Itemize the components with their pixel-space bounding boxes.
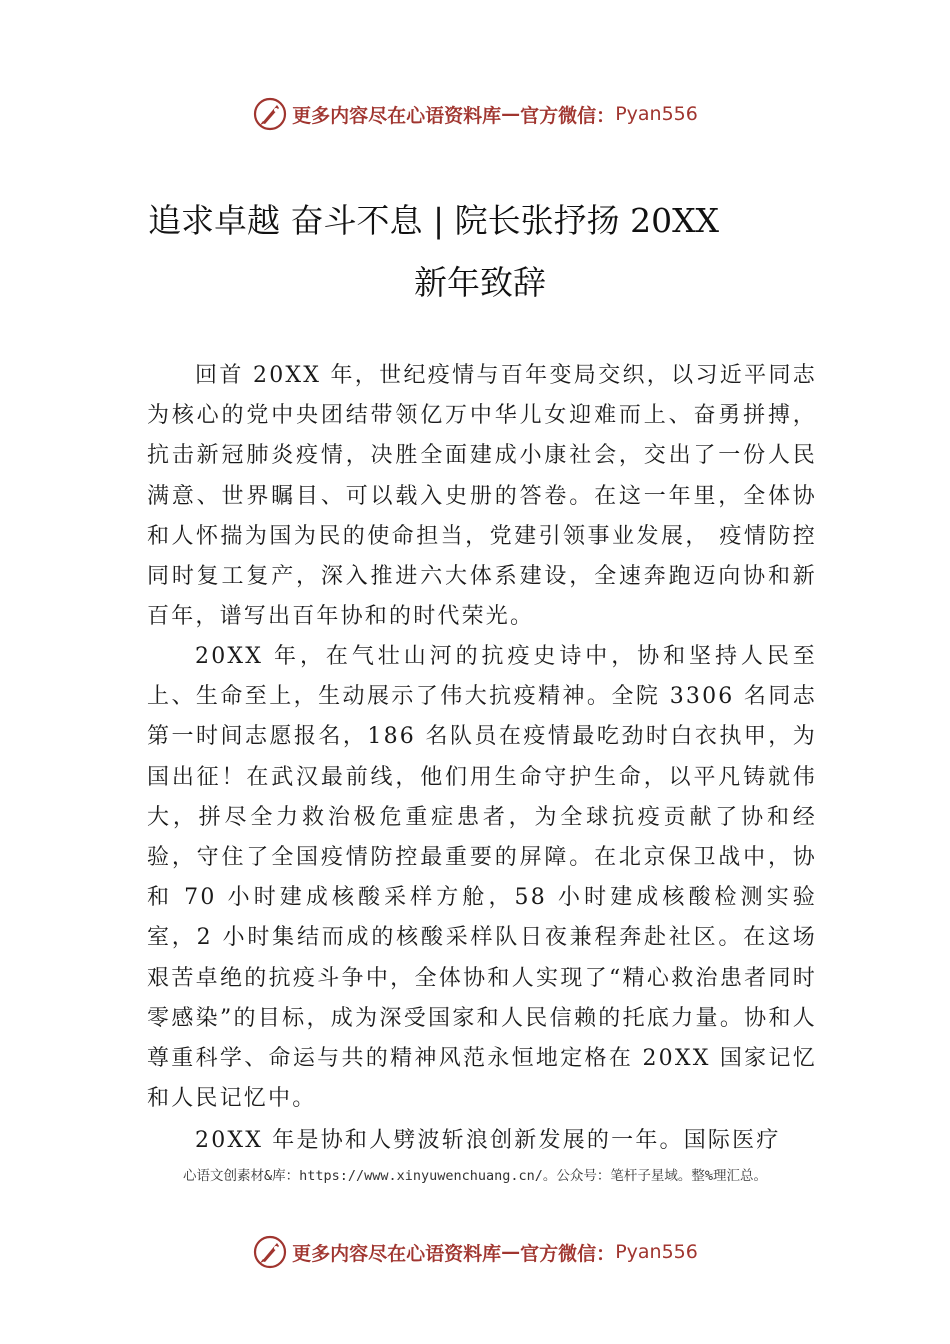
banner-wechat-id: Pyan556 bbox=[615, 1241, 698, 1263]
banner-label: 官方微信： bbox=[520, 1242, 616, 1265]
paragraph-3: 20XX 年是协和人劈波斩浪创新发展的一年。国际医疗 bbox=[195, 1128, 781, 1153]
title-line-1: 追求卓越 奋斗不息 | 院长张抒扬 20XX bbox=[148, 201, 720, 240]
paragraph-2: 20XX 年，在气壮山河的抗疫史诗中，协和坚持人民至上、生命至上，生动展示了伟大抗疫精神。全院 3306 名同志第一时间志愿报名，186 名队员在疫情最吃劲时白衣执甲，为国出征！在武汉最前线，他们用生命守护生命，以平凡铸就伟大，拼尽全力救治极危重症患者，为全球抗疫贡献了协和经验，守住了全国疫情防控最重要的屏障。在北京保卫战中，协和 70 小时建成核酸采样方舱，58 小时建成核酸检测实验室，2 小时集结而成的核酸采样队日夜兼程奔赴社区。在这场艰苦卓绝的抗疫斗争中，全体协和人实现了“精心救治患者同时零感染”的目标，成为深受国家和人民信赖的托底力量。协和人尊重科学、命运与共的精神风范永恒地定格在 20XX 国家记忆和人民记忆中。 bbox=[147, 644, 817, 1112]
banner-separator: — bbox=[501, 103, 521, 125]
quill-pen-circle-icon bbox=[252, 96, 288, 132]
footer-source-text: 心语文创素材&库：https://www.xinyuwenchuang.cn/。公众号：笔杆子星域。整%理汇总。 bbox=[182, 1168, 768, 1184]
banner-wechat-id: Pyan556 bbox=[615, 103, 698, 125]
header-banner bbox=[0, 94, 950, 134]
document-title bbox=[140, 190, 820, 314]
banner-main-text: 更多内容尽在心语资料库 bbox=[292, 104, 502, 127]
quill-pen-circle-icon bbox=[252, 1234, 288, 1270]
banner-main-text: 更多内容尽在心语资料库 bbox=[292, 1242, 502, 1265]
title-line-2: 新年致辞 bbox=[414, 263, 546, 302]
paragraph-1: 回首 20XX 年，世纪疫情与百年变局交织，以习近平同志为核心的党中央团结带领亿万中华儿女迎难而上、奋勇拼搏，抗击新冠肺炎疫情，决胜全面建成小康社会，交出了一份人民满意、世界瞩目、可以载入史册的答卷。在这一年里，全体协和人怀揣为国为民的使命担当，党建引领事业发展， 疫情防控同时复工复产，深入推进六大体系建设，全速奔跑迈向协和新百年，谱写出百年协和的时代荣光。 bbox=[147, 363, 817, 630]
banner-separator: — bbox=[501, 1241, 521, 1263]
banner-label: 官方微信： bbox=[520, 104, 616, 127]
footer-banner bbox=[0, 1232, 950, 1272]
